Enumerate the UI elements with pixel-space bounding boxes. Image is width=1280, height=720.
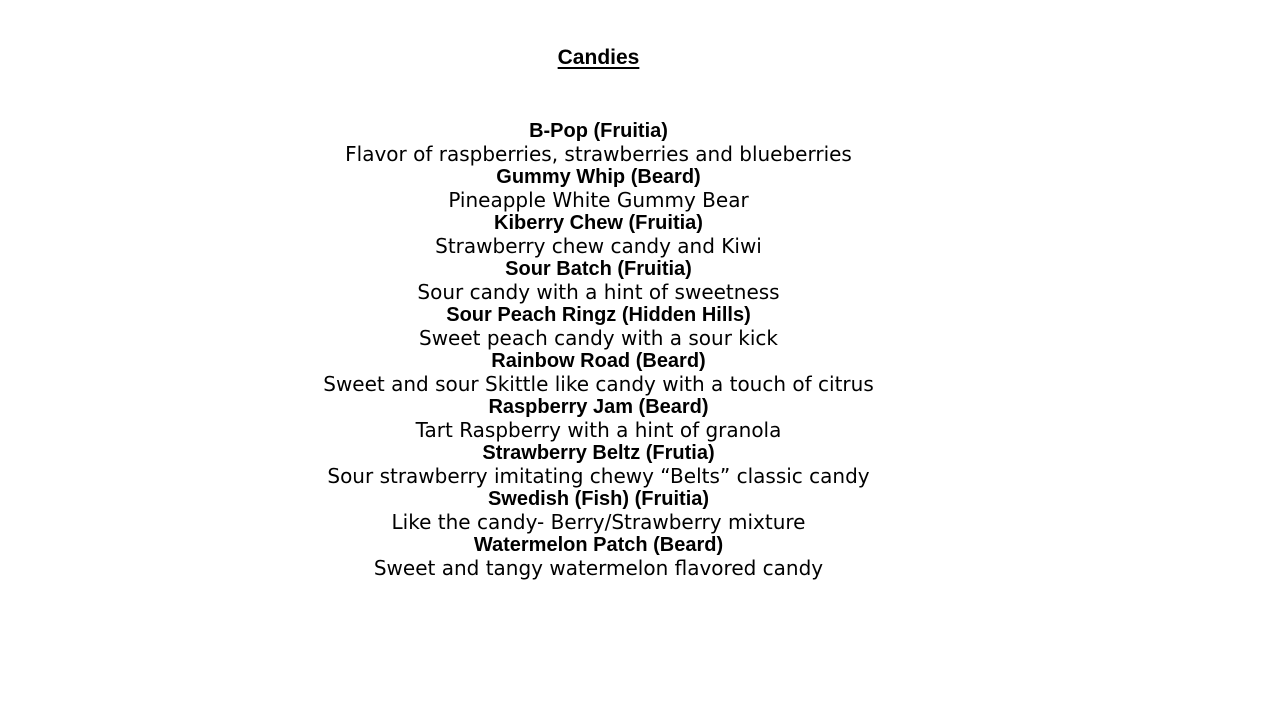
list-item bbox=[0, 442, 1197, 488]
list-item bbox=[0, 166, 1197, 212]
list-item bbox=[0, 396, 1197, 442]
page-title: Candies bbox=[557, 46, 640, 69]
candy-name: Sour Batch (Fruitia) bbox=[505, 258, 692, 280]
list-item bbox=[0, 350, 1197, 396]
list-item bbox=[0, 212, 1197, 258]
candy-description: Sour strawberry imitating chewy “Belts” classic candy bbox=[327, 464, 870, 488]
candy-description: Pineapple White Gummy Bear bbox=[448, 188, 749, 212]
candy-name: Kiberry Chew (Fruitia) bbox=[494, 212, 703, 234]
list-item bbox=[0, 258, 1197, 304]
candy-description: Sour candy with a hint of sweetness bbox=[417, 280, 780, 304]
candy-description: Tart Raspberry with a hint of granola bbox=[415, 418, 782, 442]
candy-name: Sour Peach Ringz (Hidden Hills) bbox=[446, 304, 751, 326]
candy-description: Sweet and tangy watermelon flavored candy bbox=[373, 556, 824, 580]
candy-name: Raspberry Jam (Beard) bbox=[488, 396, 709, 418]
candy-description: Sweet peach candy with a sour kick bbox=[419, 326, 778, 350]
list-item bbox=[0, 534, 1197, 580]
list-item bbox=[0, 488, 1197, 534]
candy-list bbox=[0, 120, 1197, 580]
candy-description: Like the candy- Berry/Strawberry mixture bbox=[391, 510, 806, 534]
candy-name: Swedish (Fish) (Fruitia) bbox=[487, 488, 710, 510]
candy-name: Strawberry Beltz (Frutia) bbox=[482, 442, 715, 464]
candy-description: Sweet and sour Skittle like candy with a touch of citrus bbox=[323, 372, 874, 396]
candy-description: Strawberry chew candy and Kiwi bbox=[435, 234, 762, 258]
candy-name: Watermelon Patch (Beard) bbox=[473, 534, 724, 556]
candy-name: Gummy Whip (Beard) bbox=[496, 166, 701, 188]
candy-description: Flavor of raspberries, strawberries and blueberries bbox=[345, 142, 852, 166]
list-item bbox=[0, 304, 1197, 350]
list-item bbox=[0, 120, 1197, 166]
candy-name: B-Pop (Fruitia) bbox=[529, 120, 668, 142]
candy-name: Rainbow Road (Beard) bbox=[491, 350, 706, 372]
